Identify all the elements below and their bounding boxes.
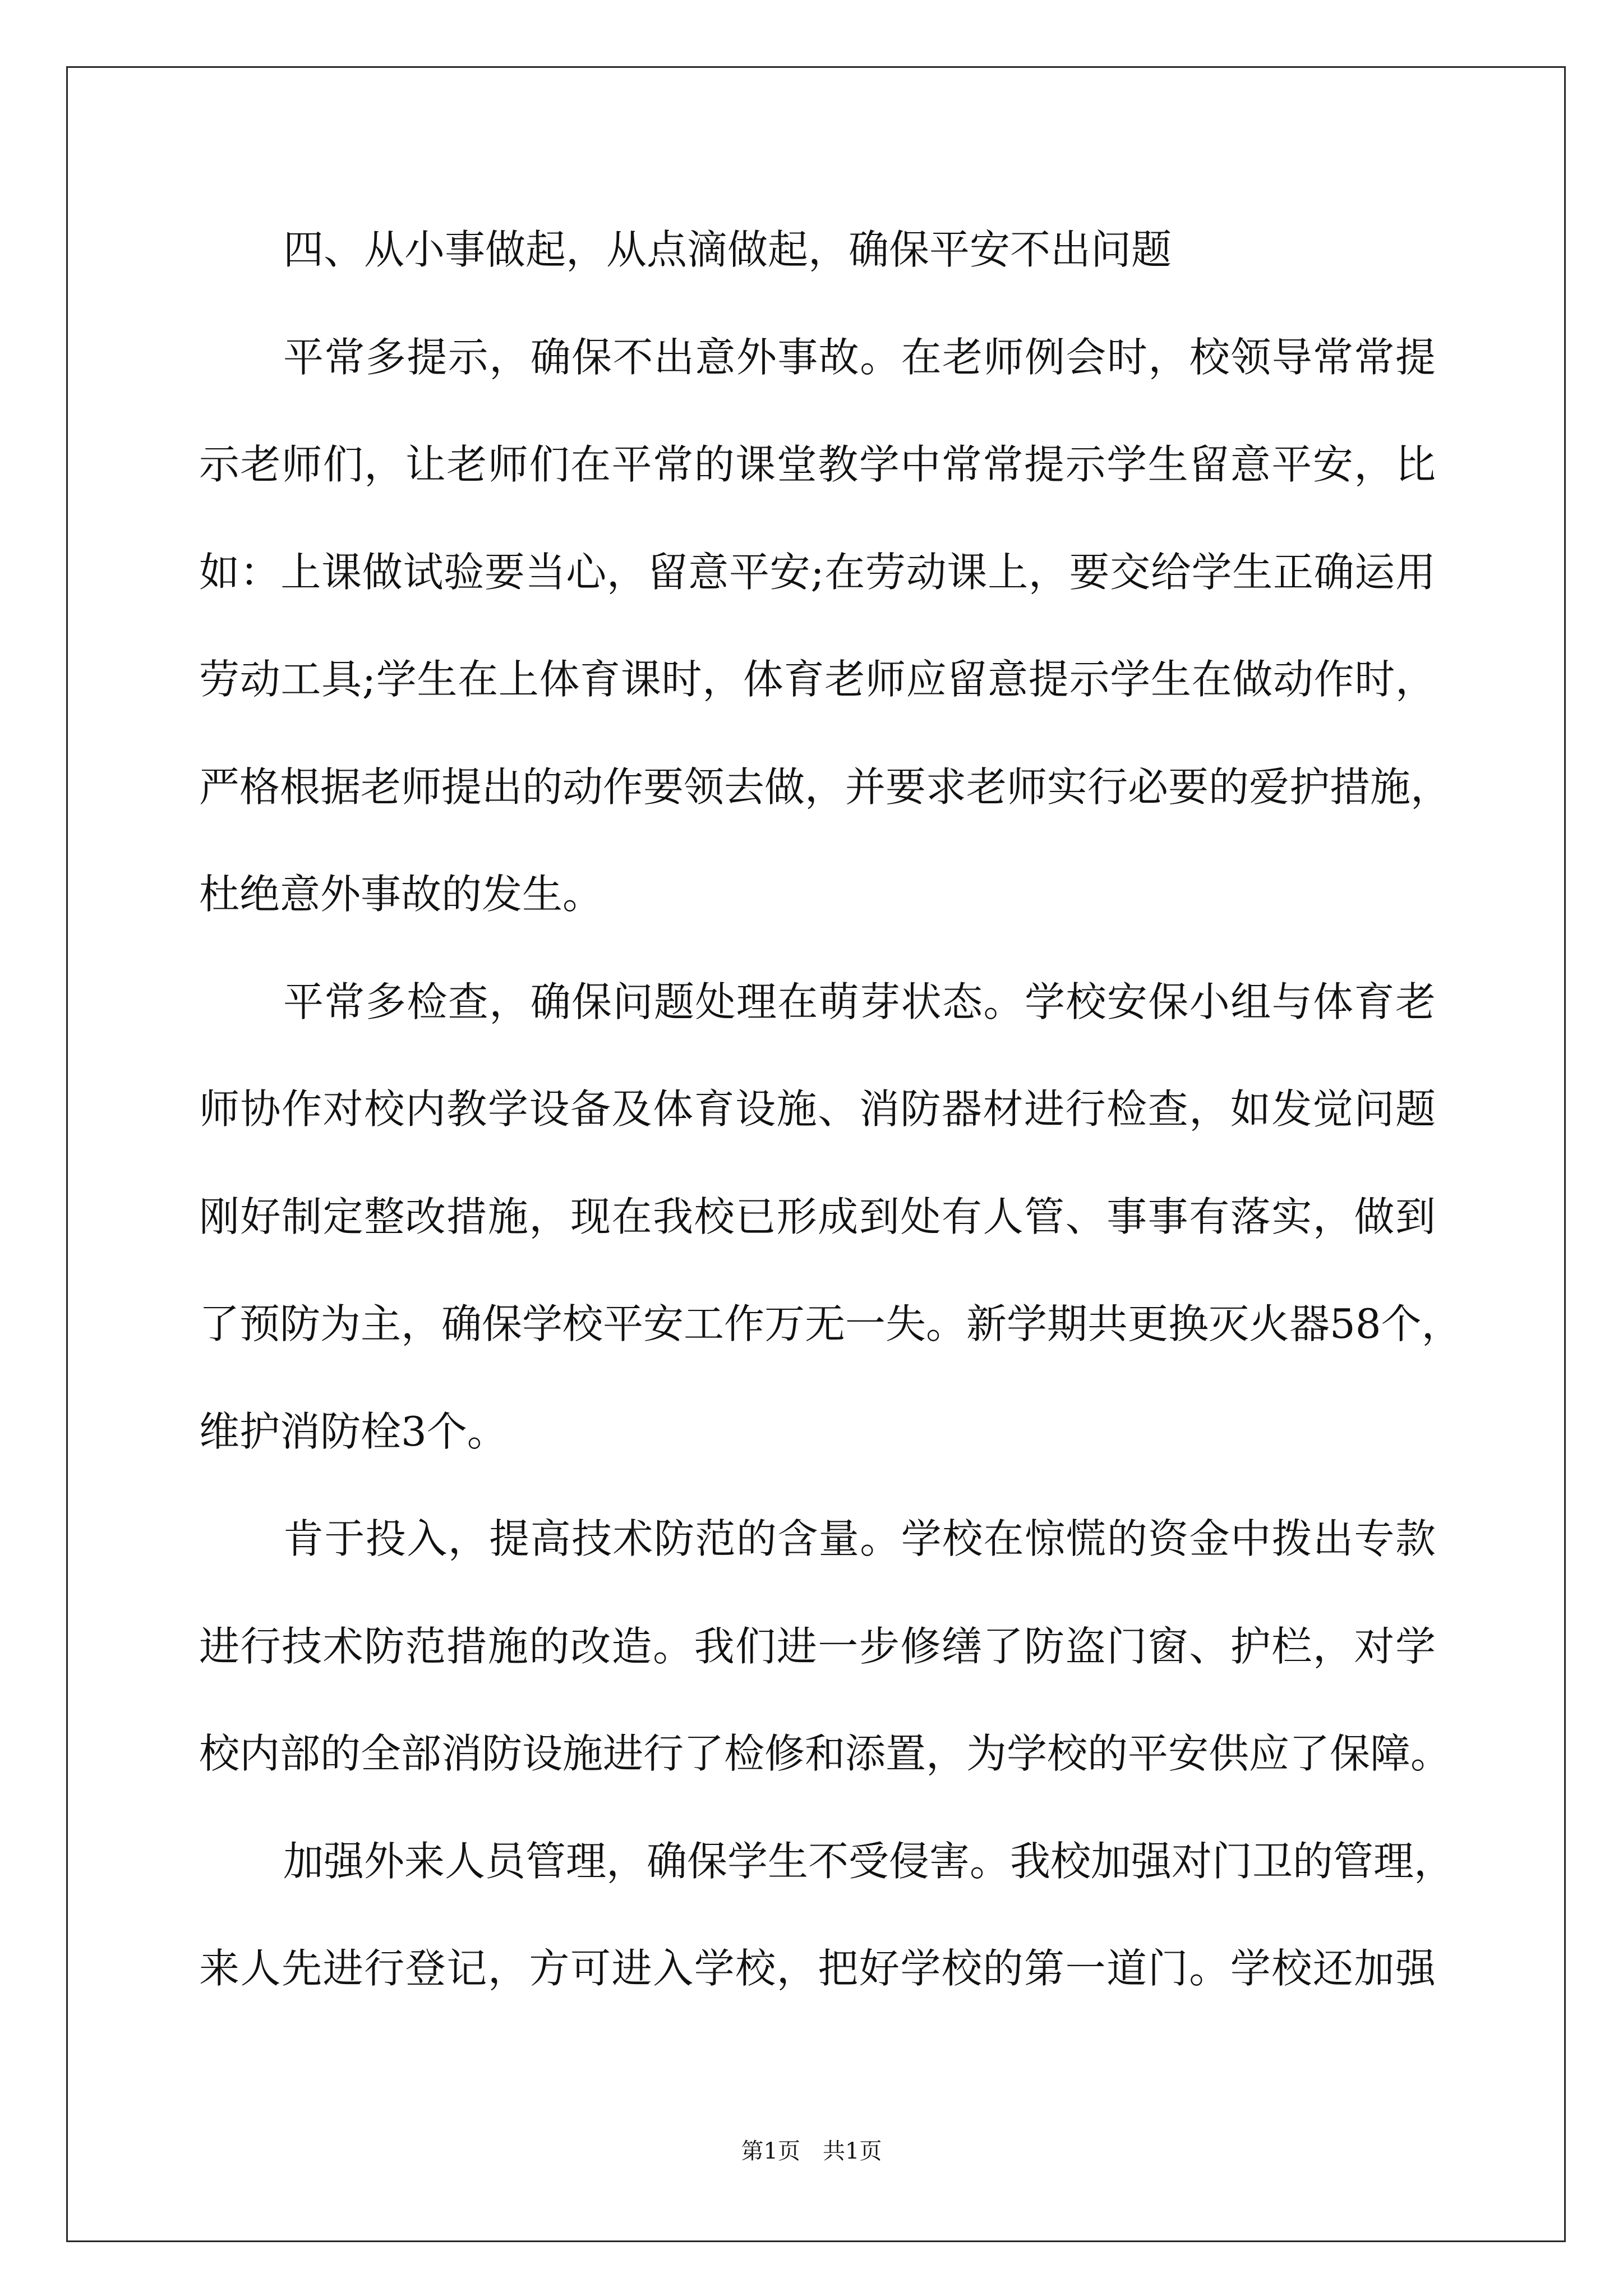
document-body — [199, 196, 1462, 2023]
text-line: 来人先进行登记，方可进入学校，把好学校的第一道门。学校还加强 — [199, 1945, 1436, 1992]
text-line: 劳动工具;学生在上体育课时，体育老师应留意提示学生在做动作时， — [199, 656, 1436, 703]
text-line: 如：上课做试验要当心，留意平安;在劳动课上，要交给学生正确运用 — [199, 548, 1436, 596]
text-line: 严格根据老师提出的动作要领去做，并要求老师实行必要的爱护措施， — [199, 763, 1451, 811]
text-line: 肯于投入，提高技术防范的含量。学校在惊慌的资金中拨出专款 — [283, 1515, 1436, 1562]
text-line: 示老师们，让老师们在平常的课堂教学中常常提示学生留意平安，比 — [199, 441, 1436, 488]
page-footer: 第1页 共1页 — [741, 2138, 882, 2164]
text-line: 进行技术防范措施的改造。我们进一步修缮了防盗门窗、护栏，对学 — [199, 1622, 1436, 1670]
paragraph-inspections — [199, 949, 1462, 1486]
text-line: 刚好制定整改措施，现在我校已形成到处有人管、事事有落实，做到 — [199, 1193, 1436, 1240]
text-line: 了预防为主，确保学校平安工作万无一失。新学期共更换灭火器58个， — [199, 1300, 1462, 1347]
text-line: 师协作对校内教学设备及体育设施、消防器材进行检查，如发觉问题 — [199, 1085, 1436, 1133]
text-line: 平常多检查，确保问题处理在萌芽状态。学校安保小组与体育老 — [283, 978, 1436, 1025]
paragraph-investment — [199, 1485, 1451, 1808]
paragraph-reminders — [199, 304, 1451, 949]
text-line: 杜绝意外事故的发生。 — [199, 871, 603, 918]
text-line: 校内部的全部消防设施进行了检修和添置，为学校的平安供应了保障。 — [199, 1730, 1451, 1777]
text-line: 加强外来人员管理，确保学生不受侵害。我校加强对门卫的管理， — [283, 1837, 1455, 1885]
text-line: 维护消防栓3个。 — [199, 1407, 508, 1455]
section-heading: 四、从小事做起，从点滴做起，确保平安不出问题 — [283, 226, 1172, 273]
text-line: 平常多提示，确保不出意外事故。在老师例会时，校领导常常提 — [283, 333, 1436, 381]
paragraph-visitor-management — [199, 1808, 1455, 2023]
section-heading-paragraph — [199, 196, 1436, 304]
